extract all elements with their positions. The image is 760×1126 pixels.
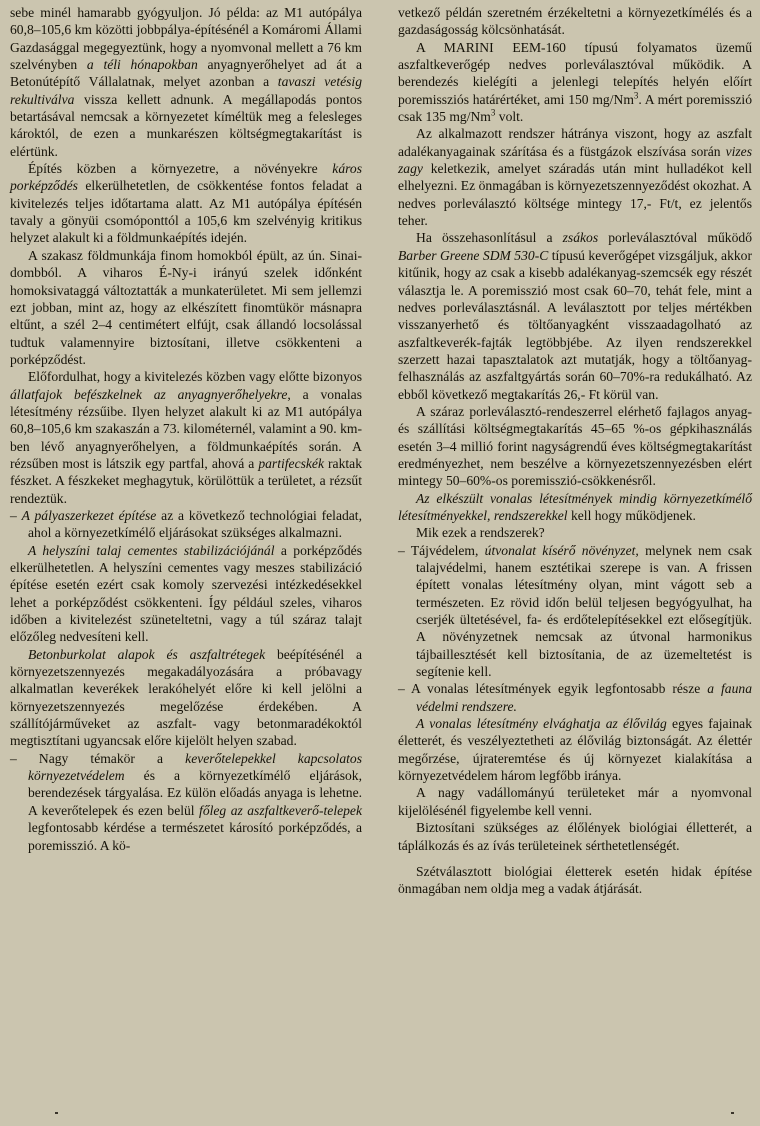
text-run: Építés közben a környezetre, a növényekre (28, 161, 333, 177)
paragraph (10, 4, 362, 160)
text-run: az a következő technológiai feladat, ahol a környezetkímélő eljárásokat szükséges alkalmazni. (28, 507, 362, 541)
text-run: anyagnyerőhelyet ad át a Betonútépítő Vállalatnak, melyet azonban a (10, 57, 362, 90)
scan-speck (731, 1112, 734, 1114)
paragraph (398, 680, 752, 715)
right-text-column (398, 4, 752, 898)
italic-text: állatfajok befészkelnek az anyagnyerőhelyekre (10, 386, 288, 402)
text-run: Szétválasztott biológiai életterek esetén hidak építése önmagában nem oldja meg a vadak átjárását. (398, 863, 752, 897)
text-run: egyes fajainak életterét, és veszélyeztetheti az élővilág biztonságát. Az élettér megőrzése, újrateremtése és új környezet kialakítása a környezetvédelem három legfőbb iránya. (398, 716, 752, 784)
superscript: 3 (490, 107, 496, 118)
text-run: vissza kellett adnunk. A megállapodás pontos betartásával nemcsak a környezetet kíméltük meg a felesleges károktól, de ezen a munkarészen költségmegtakarítást is elértünk. (10, 91, 362, 159)
scan-speck (55, 1112, 58, 1114)
text-run: Ha összehasonlításul a (416, 230, 563, 246)
text-run: a porképződés elkerülhetetlen. A helyszíni cementes vagy meszes stabilizáció építése esetén ezért csak komoly szervezési intézkedésekkel lehet a porképződést csökkenteni. Így például szeles, viharos időben a kivitelezést szüneteltetni, vagy a túl száraz talajt előzőleg nedvesíteni kell. (10, 542, 363, 645)
text-run: Mik ezek a rendszerek? (416, 525, 545, 541)
paragraph (10, 750, 362, 854)
paragraph (10, 542, 362, 646)
italic-text: A pályaszerkezet építése (21, 507, 157, 523)
text-run: – Tájvédelem, (398, 542, 485, 558)
paragraph (398, 524, 752, 541)
text-run: , a vonalas létesítmény rézsűibe. Ilyen helyzet alakult ki az M1 autópálya 60,8–105,6 km szakaszán a 73. kilométernél, valamint a 90. km-ben lévő anyagnyerőhelyen, a földmunkaépítés során. A rézsűben most is látszik egy partfal, ahová a (10, 386, 363, 471)
text-run: keletkezik, amelyet száradás után mint hulladékot kell elhelyezni. Ez önmagában is környezetszennyeződést okozhat. A nedves porleválasztó költsége mintegy 17,- Ft/t, ez jelentős teher. (398, 161, 752, 229)
italic-text: Betonburkolat alapok és aszfaltrétegek (28, 646, 266, 662)
text-run: volt. (495, 109, 524, 125)
paragraph (398, 125, 752, 229)
paragraph (398, 229, 752, 402)
paragraph (398, 39, 752, 126)
italic-text: tavaszi vetésig rekultiválva (10, 74, 362, 107)
text-run: kell hogy működjenek. (567, 507, 696, 523)
paragraph (10, 646, 362, 750)
paragraph (10, 507, 362, 542)
paragraph (398, 542, 752, 681)
italic-text: a fauna védelmi rendszere. (416, 681, 752, 714)
italic-text: zsákos (562, 230, 599, 246)
text-run: típusú keverőgépet vizsgáljuk, akkor kitűnik, hogy az csak a kisebb adalékanyag-szemcsék egy részét választja le. A poremisszió most csak 60–70, tehát fele, mint a nedves porleválasztásnál. A leválasztott por teljes mértékben visszanyerhető és töltőanyagként visszaadagolható az aszfaltkeverék-fajták legtöbbjébe. Az ilyen rendszerekkel szerzett hazai tapasztalatok azt mutatják, hogy a töltőanyag-felhasználás az aszfaltgyártás során 60–70%-ra redukálható. Az ebből következő megtakarítás 26,- Ft körül van. (398, 247, 752, 402)
text-run: melynek nem csak talajvédelmi, hanem esztétikai szerepe is van. A frissen épített vonalas létesítmény olyan, mint vágott seb a természeten. Ez rövid időn belül teljesen begyógyulhat, ha cserjék ültetésével, fa- és erdőtelepítésekkel ezt elősegítjük. A növényzetnek nemcsak az útvonal harmonikus tájbaillesztését kell biztosítania, de az üzemeltetést is segítenie kell. (416, 542, 753, 680)
italic-text: Az elkészült vonalas létesítmények mindig környezetkímélő létesítményekkel, rendszerekkel (398, 490, 752, 523)
text-run: elkerülhetetlen, de csökkentése fontos feladat a kivitelezés teljes időtartama alatt. Az M1 autópálya építésén tavaly a gönyüi csomóponttól a 105,6 km szelvényig kritikus helyzet alakult ki a földmunkaépítés idején. (10, 178, 362, 246)
paragraph (398, 403, 752, 490)
text-run: és a környezetkímélő eljárások, berendezések tárgyalása. Ez külön előadás anyaga is lehetne. A keverőtelepek és ezen belül (28, 768, 362, 818)
italic-text: A helyszíni talaj cementes stabilizációjánál (28, 542, 275, 558)
italic-text: főleg az aszfaltkeverő-telepek (199, 802, 362, 818)
text-run: Biztosítani szükséges az élőlények biológiai élletterét, a táplálkozás és az ívás területeinek sérthetetlenségét. (398, 820, 752, 853)
italic-text: útvonalat kísérő növényzet, (484, 542, 639, 558)
text-run: beépítésénél a környezetszennyezés megakadályozására a próbavagy alkalmatlan keverékek lerakóhelyét előre ki kell jelölni a környezetszennyezés megelőzése érdekében. A szállítójárműveket az aszfalt- vagy betonmaradékoktól megtisztítani ugyancsak előre kijelölt helyen szabad. (10, 646, 362, 749)
text-run: – Nagy témakör a (10, 750, 186, 766)
text-run: raktak fészket. A fészkeket meghagytuk, körülöttük a területet, a rézsűt rendeztük. (10, 455, 362, 506)
text-run: vetkező példán szeretném érzékeltetni a környezetkímélés és a gazdaságosság kölcsönhatását. (398, 5, 752, 38)
paragraph (398, 4, 752, 39)
italic-text: Barber Greene SDM 530-C (398, 247, 549, 263)
italic-text: a téli hónapokban (86, 57, 198, 73)
italic-text: vizes zagy (398, 143, 752, 177)
text-run: A MARINI EEM-160 típusú folyamatos üzemű aszfaltkeverőgép nedves porleválasztóval működik. A berendezés kielégíti a jelenlegi telepítés helyén előírt poremissziós határértéket, ami 150 mg/Nm (398, 39, 752, 107)
text-run: . A mért poremisszió csak 135 mg/Nm (398, 91, 752, 125)
paragraph (10, 247, 362, 368)
paragraph (398, 784, 752, 819)
text-run: sebe minél hamarabb gyógyuljon. Jó példa: az M1 autópálya 60,8–105,6 km közötti jobbpálya-építésénél a Komáromi Állami Gazdasággal megegyeztünk, hogy a nyomvonal mellett a 76 km szelvényben (10, 5, 362, 73)
text-run: Előfordulhat, hogy a kivitelezés közben vagy előtte bizonyos (28, 369, 362, 385)
text-run: – A vonalas létesítmények egyik legfontosabb része (398, 681, 708, 697)
italic-text: káros porképződés (10, 161, 362, 194)
text-run: – (10, 507, 22, 523)
italic-text: A vonalas létesítmény elvághatja az élővilág (416, 716, 667, 732)
paragraph (10, 368, 362, 507)
text-run: porleválasztóval működő (598, 230, 752, 246)
paragraph (10, 160, 362, 247)
text-run: legfontosabb kérdése a természetet károsító porképződés, a poremisszió. A kö- (28, 820, 362, 853)
text-run: Az alkalmazott rendszer hátránya viszont, hogy az aszfalt adalékanyagainak szárítása és a füstgázok elszívása során (398, 126, 752, 159)
paragraph (398, 819, 752, 854)
text-run: A száraz porleválasztó-rendeszerrel elérhető fajlagos anyag- és szállítási költségmegtakarítás 45–65 %-os gépkihasználás esetén 3–4 millió forint nagyságrendű éves költségmegtakarítást eredményezhet, nem beszélve a környezetszennyezésben elért mintegy 50–60%-os poremisszió-csökkenésről. (398, 403, 752, 489)
paragraph (398, 715, 752, 784)
text-run: A nagy vadállományú területeket már a nyomvonal kijelölésénél figyelembe kell venni. (398, 785, 752, 818)
superscript: 3 (633, 90, 639, 101)
italic-text: partifecskék (258, 455, 325, 471)
text-run: A szakasz földmunkája finom homokból épült, az ún. Sinai-dombból. A viharos É-Ny-i irányú szelek időnként homoksivataggá változtatták a munkaterületet. Mi sem jellemzi ezt jobban, mint az, hogy az elkészített finomtükör másnapra eltűnt, a szél 2–4 centimétert elfújt, csak állandó locsolással tudtuk valamennyire biztosítani, illetve csökkenteni a porképződést. (10, 247, 362, 367)
paragraph (398, 490, 752, 525)
left-text-column (10, 4, 362, 854)
italic-text: keverőtelepekkel kapcsolatos környezetvédelem (28, 750, 362, 784)
paragraph (398, 863, 752, 898)
